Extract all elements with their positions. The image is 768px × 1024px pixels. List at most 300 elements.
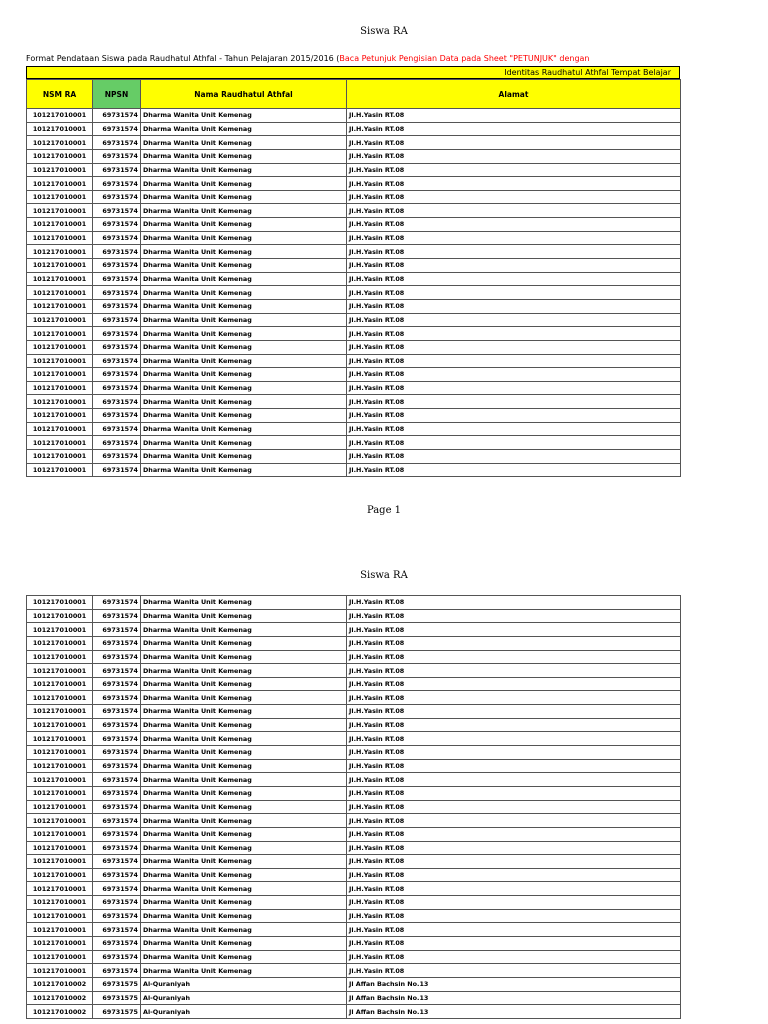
table-row <box>27 286 681 300</box>
table-row <box>27 163 681 177</box>
cell-alamat: Jl.H.Yasin RT.08 <box>347 381 681 395</box>
cell-alamat: Jl.H.Yasin RT.08 <box>347 882 681 896</box>
table-row <box>27 596 681 610</box>
cell-nama: Dharma Wanita Unit Kemenag <box>141 313 347 327</box>
table-row <box>27 190 681 204</box>
cell-alamat: Jl.H.Yasin RT.08 <box>347 190 681 204</box>
cell-npsn: 69731574 <box>93 814 141 828</box>
cell-alamat: Jl.H.Yasin RT.08 <box>347 218 681 232</box>
table-row <box>27 677 681 691</box>
cell-nama: Dharma Wanita Unit Kemenag <box>141 732 347 746</box>
cell-alamat: Jl.H.Yasin RT.08 <box>347 677 681 691</box>
cell-nsm: 101217010001 <box>27 909 93 923</box>
cell-alamat: Jl.H.Yasin RT.08 <box>347 340 681 354</box>
cell-npsn: 69731574 <box>93 800 141 814</box>
col-header-alamat: Alamat <box>347 80 681 109</box>
table-row <box>27 623 681 637</box>
cell-nsm: 101217010001 <box>27 827 93 841</box>
cell-nsm: 101217010001 <box>27 773 93 787</box>
table-row <box>27 909 681 923</box>
table-row <box>27 231 681 245</box>
cell-nsm: 101217010001 <box>27 136 93 150</box>
cell-npsn: 69731575 <box>93 991 141 1005</box>
table-row <box>27 664 681 678</box>
cell-npsn: 69731574 <box>93 623 141 637</box>
cell-npsn: 69731574 <box>93 313 141 327</box>
cell-nama: Dharma Wanita Unit Kemenag <box>141 609 347 623</box>
table-row <box>27 964 681 978</box>
cell-nama: Dharma Wanita Unit Kemenag <box>141 327 347 341</box>
format-line <box>26 53 680 65</box>
cell-nsm: 101217010001 <box>27 463 93 477</box>
cell-nsm: 101217010001 <box>27 677 93 691</box>
cell-nsm: 101217010001 <box>27 882 93 896</box>
cell-alamat: Jl.H.Yasin RT.08 <box>347 286 681 300</box>
table-row <box>27 313 681 327</box>
cell-nsm: 101217010001 <box>27 272 93 286</box>
cell-alamat: Jl Affan Bachsin No.13 <box>347 977 681 991</box>
table-row <box>27 368 681 382</box>
table-row <box>27 122 681 136</box>
cell-nama: Dharma Wanita Unit Kemenag <box>141 773 347 787</box>
cell-alamat: Jl.H.Yasin RT.08 <box>347 964 681 978</box>
cell-npsn: 69731574 <box>93 368 141 382</box>
cell-npsn: 69731574 <box>93 732 141 746</box>
cell-nsm: 101217010001 <box>27 327 93 341</box>
cell-alamat: Jl.H.Yasin RT.08 <box>347 109 681 123</box>
cell-nama: Dharma Wanita Unit Kemenag <box>141 923 347 937</box>
cell-alamat: Jl.H.Yasin RT.08 <box>347 800 681 814</box>
cell-nama: Dharma Wanita Unit Kemenag <box>141 950 347 964</box>
cell-npsn: 69731574 <box>93 436 141 450</box>
cell-nsm: 101217010001 <box>27 609 93 623</box>
cell-nama: Dharma Wanita Unit Kemenag <box>141 650 347 664</box>
cell-npsn: 69731574 <box>93 450 141 464</box>
cell-npsn: 69731574 <box>93 636 141 650</box>
cell-npsn: 69731574 <box>93 354 141 368</box>
cell-nama: Dharma Wanita Unit Kemenag <box>141 299 347 313</box>
table-row <box>27 109 681 123</box>
cell-nsm: 101217010001 <box>27 436 93 450</box>
table-row <box>27 136 681 150</box>
cell-npsn: 69731574 <box>93 190 141 204</box>
table-row <box>27 245 681 259</box>
table-row <box>27 327 681 341</box>
table-row <box>27 650 681 664</box>
cell-alamat: Jl.H.Yasin RT.08 <box>347 841 681 855</box>
cell-npsn: 69731574 <box>93 596 141 610</box>
cell-alamat: Jl.H.Yasin RT.08 <box>347 759 681 773</box>
cell-npsn: 69731574 <box>93 827 141 841</box>
cell-alamat: Jl.H.Yasin RT.08 <box>347 450 681 464</box>
cell-alamat: Jl.H.Yasin RT.08 <box>347 327 681 341</box>
data-table <box>26 79 681 477</box>
cell-npsn: 69731574 <box>93 882 141 896</box>
cell-nsm: 101217010001 <box>27 340 93 354</box>
table-row <box>27 950 681 964</box>
table-row <box>27 827 681 841</box>
cell-alamat: Jl.H.Yasin RT.08 <box>347 909 681 923</box>
cell-alamat: Jl.H.Yasin RT.08 <box>347 596 681 610</box>
table-row <box>27 450 681 464</box>
cell-alamat: Jl.H.Yasin RT.08 <box>347 705 681 719</box>
cell-npsn: 69731574 <box>93 422 141 436</box>
cell-alamat: Jl.H.Yasin RT.08 <box>347 422 681 436</box>
table-row <box>27 340 681 354</box>
cell-nsm: 101217010001 <box>27 814 93 828</box>
cell-alamat: Jl.H.Yasin RT.08 <box>347 855 681 869</box>
cell-npsn: 69731574 <box>93 896 141 910</box>
cell-npsn: 69731574 <box>93 231 141 245</box>
table-row <box>27 841 681 855</box>
cell-nsm: 101217010001 <box>27 841 93 855</box>
cell-npsn: 69731575 <box>93 977 141 991</box>
cell-nama: Al-Quraniyah <box>141 977 347 991</box>
cell-nama: Dharma Wanita Unit Kemenag <box>141 340 347 354</box>
cell-alamat: Jl.H.Yasin RT.08 <box>347 650 681 664</box>
cell-nsm: 101217010002 <box>27 1005 93 1019</box>
cell-nsm: 101217010001 <box>27 923 93 937</box>
cell-alamat: Jl.H.Yasin RT.08 <box>347 773 681 787</box>
cell-alamat: Jl.H.Yasin RT.08 <box>347 299 681 313</box>
cell-nsm: 101217010001 <box>27 218 93 232</box>
cell-nama: Dharma Wanita Unit Kemenag <box>141 163 347 177</box>
cell-alamat: Jl.H.Yasin RT.08 <box>347 868 681 882</box>
table-row <box>27 855 681 869</box>
cell-npsn: 69731574 <box>93 122 141 136</box>
cell-nsm: 101217010002 <box>27 977 93 991</box>
cell-nama: Dharma Wanita Unit Kemenag <box>141 395 347 409</box>
cell-npsn: 69731574 <box>93 163 141 177</box>
cell-nama: Al-Quraniyah <box>141 1005 347 1019</box>
cell-npsn: 69731574 <box>93 149 141 163</box>
cell-nama: Dharma Wanita Unit Kemenag <box>141 463 347 477</box>
table-row <box>27 636 681 650</box>
cell-alamat: Jl.H.Yasin RT.08 <box>347 609 681 623</box>
cell-nsm: 101217010001 <box>27 368 93 382</box>
cell-npsn: 69731574 <box>93 218 141 232</box>
table-row <box>27 991 681 1005</box>
page-number: Page 1 <box>366 505 402 516</box>
table-row <box>27 381 681 395</box>
cell-nama: Dharma Wanita Unit Kemenag <box>141 623 347 637</box>
cell-alamat: Jl.H.Yasin RT.08 <box>347 718 681 732</box>
format-text: Format Pendataan Siswa pada Raudhatul Athfal - Tahun Pelajaran 2015/2016 ( <box>26 54 340 63</box>
cell-nsm: 101217010001 <box>27 664 93 678</box>
table-row <box>27 786 681 800</box>
cell-nama: Dharma Wanita Unit Kemenag <box>141 109 347 123</box>
cell-npsn: 69731574 <box>93 299 141 313</box>
cell-nama: Dharma Wanita Unit Kemenag <box>141 855 347 869</box>
cell-nama: Dharma Wanita Unit Kemenag <box>141 190 347 204</box>
cell-alamat: Jl.H.Yasin RT.08 <box>347 313 681 327</box>
table-row <box>27 436 681 450</box>
cell-nsm: 101217010001 <box>27 395 93 409</box>
cell-npsn: 69731574 <box>93 950 141 964</box>
cell-nsm: 101217010001 <box>27 204 93 218</box>
table-row <box>27 204 681 218</box>
cell-nsm: 101217010001 <box>27 596 93 610</box>
cell-alamat: Jl Affan Bachsin No.13 <box>347 1005 681 1019</box>
table-row <box>27 395 681 409</box>
cell-nama: Dharma Wanita Unit Kemenag <box>141 664 347 678</box>
cell-nsm: 101217010001 <box>27 636 93 650</box>
cell-nsm: 101217010001 <box>27 450 93 464</box>
cell-npsn: 69731574 <box>93 136 141 150</box>
table-row <box>27 299 681 313</box>
cell-alamat: Jl.H.Yasin RT.08 <box>347 136 681 150</box>
cell-alamat: Jl.H.Yasin RT.08 <box>347 259 681 273</box>
cell-npsn: 69731575 <box>93 1005 141 1019</box>
cell-alamat: Jl.H.Yasin RT.08 <box>347 923 681 937</box>
cell-nama: Dharma Wanita Unit Kemenag <box>141 636 347 650</box>
cell-npsn: 69731574 <box>93 259 141 273</box>
cell-npsn: 69731574 <box>93 705 141 719</box>
cell-nsm: 101217010001 <box>27 231 93 245</box>
table-row <box>27 882 681 896</box>
cell-nama: Dharma Wanita Unit Kemenag <box>141 814 347 828</box>
cell-alamat: Jl.H.Yasin RT.08 <box>347 463 681 477</box>
cell-npsn: 69731574 <box>93 664 141 678</box>
cell-nsm: 101217010001 <box>27 855 93 869</box>
cell-nama: Dharma Wanita Unit Kemenag <box>141 272 347 286</box>
identity-header: Identitas Raudhatul Athfal Tempat Belajar <box>26 66 680 79</box>
cell-nama: Dharma Wanita Unit Kemenag <box>141 436 347 450</box>
table-header-row <box>27 80 681 109</box>
cell-alamat: Jl.H.Yasin RT.08 <box>347 827 681 841</box>
table-row <box>27 800 681 814</box>
cell-nsm: 101217010001 <box>27 149 93 163</box>
cell-nsm: 101217010001 <box>27 950 93 964</box>
table-row <box>27 149 681 163</box>
cell-alamat: Jl.H.Yasin RT.08 <box>347 409 681 423</box>
cell-nama: Dharma Wanita Unit Kemenag <box>141 596 347 610</box>
cell-npsn: 69731574 <box>93 395 141 409</box>
format-note: Baca Petunjuk Pengisian Data pada Sheet "PETUNJUK" dengan <box>339 54 590 63</box>
cell-npsn: 69731574 <box>93 286 141 300</box>
cell-npsn: 69731574 <box>93 691 141 705</box>
table-row <box>27 218 681 232</box>
cell-alamat: Jl.H.Yasin RT.08 <box>347 732 681 746</box>
cell-nama: Dharma Wanita Unit Kemenag <box>141 259 347 273</box>
table-row <box>27 609 681 623</box>
cell-nama: Dharma Wanita Unit Kemenag <box>141 786 347 800</box>
cell-npsn: 69731574 <box>93 841 141 855</box>
table-row <box>27 177 681 191</box>
cell-nama: Dharma Wanita Unit Kemenag <box>141 759 347 773</box>
cell-nama: Dharma Wanita Unit Kemenag <box>141 964 347 978</box>
cell-nama: Dharma Wanita Unit Kemenag <box>141 354 347 368</box>
cell-nsm: 101217010002 <box>27 991 93 1005</box>
cell-alamat: Jl.H.Yasin RT.08 <box>347 395 681 409</box>
cell-npsn: 69731574 <box>93 964 141 978</box>
col-header-nama: Nama Raudhatul Athfal <box>141 80 347 109</box>
cell-alamat: Jl.H.Yasin RT.08 <box>347 814 681 828</box>
table-row <box>27 272 681 286</box>
cell-nama: Dharma Wanita Unit Kemenag <box>141 841 347 855</box>
table-row <box>27 868 681 882</box>
cell-nama: Dharma Wanita Unit Kemenag <box>141 177 347 191</box>
cell-alamat: Jl.H.Yasin RT.08 <box>347 623 681 637</box>
cell-npsn: 69731574 <box>93 327 141 341</box>
cell-nama: Dharma Wanita Unit Kemenag <box>141 677 347 691</box>
cell-nama: Dharma Wanita Unit Kemenag <box>141 149 347 163</box>
cell-npsn: 69731574 <box>93 650 141 664</box>
cell-npsn: 69731574 <box>93 463 141 477</box>
cell-npsn: 69731574 <box>93 677 141 691</box>
cell-nsm: 101217010001 <box>27 650 93 664</box>
cell-nama: Dharma Wanita Unit Kemenag <box>141 122 347 136</box>
cell-npsn: 69731574 <box>93 868 141 882</box>
cell-alamat: Jl.H.Yasin RT.08 <box>347 786 681 800</box>
cell-nsm: 101217010001 <box>27 190 93 204</box>
col-header-npsn: NPSN <box>93 80 141 109</box>
cell-nama: Dharma Wanita Unit Kemenag <box>141 937 347 951</box>
table-row <box>27 422 681 436</box>
cell-nsm: 101217010001 <box>27 122 93 136</box>
cell-alamat: Jl.H.Yasin RT.08 <box>347 436 681 450</box>
cell-nama: Dharma Wanita Unit Kemenag <box>141 800 347 814</box>
cell-npsn: 69731574 <box>93 381 141 395</box>
cell-npsn: 69731574 <box>93 272 141 286</box>
table-row <box>27 691 681 705</box>
cell-nama: Dharma Wanita Unit Kemenag <box>141 746 347 760</box>
cell-npsn: 69731574 <box>93 340 141 354</box>
cell-nsm: 101217010001 <box>27 691 93 705</box>
cell-nama: Dharma Wanita Unit Kemenag <box>141 368 347 382</box>
cell-nsm: 101217010001 <box>27 705 93 719</box>
table-row <box>27 409 681 423</box>
cell-npsn: 69731574 <box>93 937 141 951</box>
cell-nama: Dharma Wanita Unit Kemenag <box>141 691 347 705</box>
cell-alamat: Jl.H.Yasin RT.08 <box>347 691 681 705</box>
cell-nsm: 101217010001 <box>27 623 93 637</box>
cell-nsm: 101217010001 <box>27 313 93 327</box>
cell-alamat: Jl.H.Yasin RT.08 <box>347 368 681 382</box>
sheet-title: Siswa RA <box>360 570 408 581</box>
cell-nsm: 101217010001 <box>27 937 93 951</box>
cell-nsm: 101217010001 <box>27 177 93 191</box>
table-row <box>27 259 681 273</box>
cell-npsn: 69731574 <box>93 177 141 191</box>
table-row <box>27 1005 681 1019</box>
cell-alamat: Jl.H.Yasin RT.08 <box>347 950 681 964</box>
cell-nama: Dharma Wanita Unit Kemenag <box>141 882 347 896</box>
table-row <box>27 746 681 760</box>
cell-nsm: 101217010001 <box>27 422 93 436</box>
cell-nsm: 101217010001 <box>27 732 93 746</box>
cell-npsn: 69731574 <box>93 909 141 923</box>
cell-npsn: 69731574 <box>93 855 141 869</box>
cell-nama: Dharma Wanita Unit Kemenag <box>141 136 347 150</box>
cell-nama: Dharma Wanita Unit Kemenag <box>141 422 347 436</box>
cell-alamat: Jl.H.Yasin RT.08 <box>347 204 681 218</box>
table-row <box>27 732 681 746</box>
cell-alamat: Jl Affan Bachsin No.13 <box>347 991 681 1005</box>
data-table <box>26 595 681 1019</box>
cell-npsn: 69731574 <box>93 786 141 800</box>
cell-alamat: Jl.H.Yasin RT.08 <box>347 664 681 678</box>
cell-alamat: Jl.H.Yasin RT.08 <box>347 231 681 245</box>
cell-alamat: Jl.H.Yasin RT.08 <box>347 937 681 951</box>
table-row <box>27 718 681 732</box>
cell-alamat: Jl.H.Yasin RT.08 <box>347 245 681 259</box>
cell-nsm: 101217010001 <box>27 409 93 423</box>
cell-nsm: 101217010001 <box>27 786 93 800</box>
cell-npsn: 69731574 <box>93 746 141 760</box>
table-row <box>27 814 681 828</box>
cell-npsn: 69731574 <box>93 609 141 623</box>
cell-nama: Dharma Wanita Unit Kemenag <box>141 868 347 882</box>
table-row <box>27 705 681 719</box>
cell-nama: Dharma Wanita Unit Kemenag <box>141 218 347 232</box>
cell-nsm: 101217010001 <box>27 964 93 978</box>
cell-nama: Dharma Wanita Unit Kemenag <box>141 231 347 245</box>
cell-nama: Dharma Wanita Unit Kemenag <box>141 286 347 300</box>
cell-nsm: 101217010001 <box>27 299 93 313</box>
cell-nama: Dharma Wanita Unit Kemenag <box>141 896 347 910</box>
cell-nama: Dharma Wanita Unit Kemenag <box>141 705 347 719</box>
cell-alamat: Jl.H.Yasin RT.08 <box>347 163 681 177</box>
cell-nama: Al-Quraniyah <box>141 991 347 1005</box>
table-row <box>27 354 681 368</box>
table-row <box>27 896 681 910</box>
cell-nama: Dharma Wanita Unit Kemenag <box>141 204 347 218</box>
cell-nsm: 101217010001 <box>27 759 93 773</box>
sheet-page-2 <box>0 540 768 1024</box>
cell-nama: Dharma Wanita Unit Kemenag <box>141 450 347 464</box>
cell-nsm: 101217010001 <box>27 896 93 910</box>
cell-nama: Dharma Wanita Unit Kemenag <box>141 718 347 732</box>
cell-npsn: 69731574 <box>93 245 141 259</box>
cell-nsm: 101217010001 <box>27 800 93 814</box>
cell-alamat: Jl.H.Yasin RT.08 <box>347 149 681 163</box>
cell-nsm: 101217010001 <box>27 746 93 760</box>
cell-nama: Dharma Wanita Unit Kemenag <box>141 245 347 259</box>
cell-alamat: Jl.H.Yasin RT.08 <box>347 746 681 760</box>
cell-nsm: 101217010001 <box>27 163 93 177</box>
cell-nsm: 101217010001 <box>27 354 93 368</box>
cell-alamat: Jl.H.Yasin RT.08 <box>347 896 681 910</box>
table-row <box>27 977 681 991</box>
cell-nsm: 101217010001 <box>27 868 93 882</box>
cell-nama: Dharma Wanita Unit Kemenag <box>141 409 347 423</box>
cell-alamat: Jl.H.Yasin RT.08 <box>347 122 681 136</box>
cell-nsm: 101217010001 <box>27 259 93 273</box>
cell-alamat: Jl.H.Yasin RT.08 <box>347 636 681 650</box>
col-header-nsm: NSM RA <box>27 80 93 109</box>
cell-nsm: 101217010001 <box>27 718 93 732</box>
table-row <box>27 937 681 951</box>
cell-nsm: 101217010001 <box>27 286 93 300</box>
cell-npsn: 69731574 <box>93 109 141 123</box>
cell-npsn: 69731574 <box>93 409 141 423</box>
cell-npsn: 69731574 <box>93 718 141 732</box>
cell-npsn: 69731574 <box>93 773 141 787</box>
cell-nsm: 101217010001 <box>27 381 93 395</box>
table-row <box>27 463 681 477</box>
cell-alamat: Jl.H.Yasin RT.08 <box>347 177 681 191</box>
table-row <box>27 773 681 787</box>
cell-alamat: Jl.H.Yasin RT.08 <box>347 272 681 286</box>
table-row <box>27 759 681 773</box>
sheet-title: Siswa RA <box>360 26 408 37</box>
cell-nsm: 101217010001 <box>27 109 93 123</box>
table-row <box>27 923 681 937</box>
cell-npsn: 69731574 <box>93 923 141 937</box>
cell-nama: Dharma Wanita Unit Kemenag <box>141 827 347 841</box>
cell-alamat: Jl.H.Yasin RT.08 <box>347 354 681 368</box>
